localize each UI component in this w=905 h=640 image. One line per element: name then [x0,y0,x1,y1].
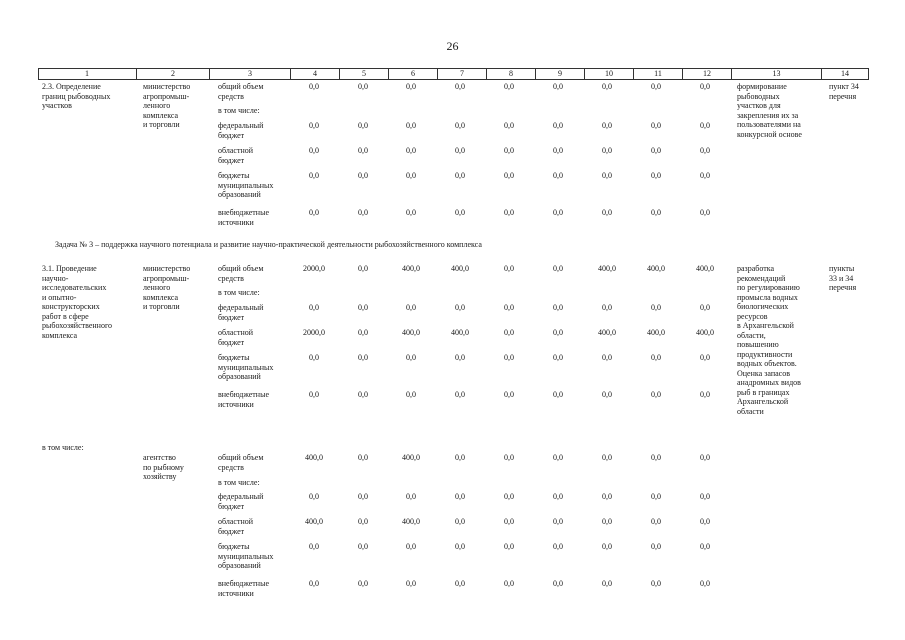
executor-name: комплекса [143,292,179,302]
funding-value: 400,0 [647,328,665,337]
funding-value: 400,0 [402,517,420,526]
funding-source-label: бюджет [218,501,245,511]
funding-source-label: в том числе: [218,478,260,487]
funding-value: 0,0 [602,492,612,501]
funding-value: 400,0 [305,517,323,526]
funding-value: 0,0 [700,353,710,362]
funding-value: 400,0 [451,328,469,337]
funding-value: 0,0 [358,453,368,462]
funding-value: 0,0 [406,121,416,130]
funding-value: 0,0 [309,82,319,91]
funding-value: 0,0 [553,171,563,180]
funding-value: 0,0 [651,453,661,462]
funding-value: 0,0 [455,303,465,312]
funding-source-label: бюджет [218,526,245,536]
funding-value: 0,0 [651,492,661,501]
funding-value: 0,0 [700,492,710,501]
task-3-heading: Задача № 3 – поддержка научного потенциала и развитие научно-практической деятельности рыбохозяйственного комплекса [55,240,482,249]
funding-value: 0,0 [553,492,563,501]
funding-source-label: федеральный [218,303,264,312]
funding-source-label: образований [218,372,261,381]
funding-value: 0,0 [602,303,612,312]
funding-source-label: в том числе: [218,288,260,297]
funding-value: 0,0 [406,542,416,551]
header-col-7: 7 [437,69,486,79]
funding-value: 0,0 [602,579,612,588]
funding-value: 0,0 [309,492,319,501]
funding-value: 0,0 [406,82,416,91]
funding-value: 0,0 [553,453,563,462]
funding-value: 0,0 [504,542,514,551]
funding-value: 0,0 [553,208,563,217]
funding-value: 0,0 [553,146,563,155]
expected-result: промысла водных [737,292,798,302]
expected-result: биологических [737,302,789,311]
funding-source-label: средств [218,91,244,101]
funding-value: 0,0 [504,208,514,217]
funding-value: 0,0 [309,303,319,312]
expected-result: рыб в границах [737,387,790,397]
funding-value: 0,0 [602,353,612,362]
funding-value: 0,0 [504,517,514,526]
executor-name: комплекса [143,110,179,120]
funding-value: 0,0 [406,208,416,217]
funding-source-label: бюджеты [218,353,250,362]
funding-value: 0,0 [406,146,416,155]
funding-value: 0,0 [553,579,563,588]
funding-source-label: муниципальных [218,551,274,561]
event-name: научно- [42,273,69,283]
expected-result: повышению [737,340,779,349]
funding-source-label: образований [218,190,261,199]
funding-value: 0,0 [358,208,368,217]
funding-source-label: источники [218,588,254,598]
funding-source-label: федеральный [218,121,264,130]
funding-source-label: областной [218,146,254,155]
funding-value: 0,0 [504,303,514,312]
funding-value: 0,0 [358,171,368,180]
expected-result: водных объектов. [737,359,797,368]
funding-value: 0,0 [358,82,368,91]
funding-value: 0,0 [700,517,710,526]
funding-value: 0,0 [309,353,319,362]
funding-value: 0,0 [309,542,319,551]
funding-value: 400,0 [598,328,616,337]
funding-value: 0,0 [358,121,368,130]
event-name: границ рыбоводных [42,91,111,101]
event-name: рыбохозяйственного [42,321,113,330]
funding-value: 0,0 [602,517,612,526]
funding-value: 0,0 [700,453,710,462]
funding-value: 0,0 [455,579,465,588]
expected-result: в Архангельской [737,321,794,330]
funding-value: 0,0 [504,328,514,337]
header-col-9: 9 [535,69,584,79]
funding-value: 0,0 [602,171,612,180]
funding-value: 0,0 [553,328,563,337]
funding-source-label: источники [218,217,254,227]
funding-source-label: средств [218,273,244,283]
funding-source-label: бюджет [218,312,245,322]
funding-source-label: внебюджетные [218,390,269,399]
funding-source-label: бюджеты [218,542,250,551]
funding-value: 0,0 [504,82,514,91]
funding-value: 0,0 [406,390,416,399]
expected-result: области [737,406,764,416]
subtotal-label: в том числе: [42,443,84,452]
funding-value: 400,0 [402,453,420,462]
funding-value: 400,0 [696,328,714,337]
executor-name: агропромыш- [143,273,190,283]
funding-value: 0,0 [602,542,612,551]
header-col-13: 13 [731,69,821,79]
executor-name: и торговли [143,120,180,129]
executor-name: ленного [143,101,171,110]
funding-value: 0,0 [309,171,319,180]
funding-value: 0,0 [358,264,368,273]
funding-value: 0,0 [358,390,368,399]
funding-value: 0,0 [455,517,465,526]
funding-value: 0,0 [602,453,612,462]
header-col-5: 5 [339,69,388,79]
executor-name: министерство [143,264,191,273]
funding-value: 0,0 [602,121,612,130]
funding-value: 0,0 [455,82,465,91]
funding-source-label: федеральный [218,492,264,501]
funding-value: 0,0 [700,171,710,180]
funding-source-label: общий объем [218,82,264,91]
header-col-14: 14 [821,69,868,79]
funding-value: 0,0 [553,264,563,273]
expected-result: Оценка запасов [737,368,790,378]
funding-value: 0,0 [309,390,319,399]
funding-value: 0,0 [455,492,465,501]
funding-source-label: общий объем [218,453,264,462]
funding-value: 0,0 [504,453,514,462]
funding-value: 0,0 [504,264,514,273]
funding-value: 0,0 [455,171,465,180]
event-name: участков [42,101,72,110]
funding-value: 0,0 [309,579,319,588]
expected-result: рыбоводных [737,91,780,101]
executor-name: по рыбному [143,462,184,472]
funding-value: 0,0 [553,353,563,362]
funding-value: 0,0 [700,390,710,399]
page-number: 26 [446,39,459,53]
funding-source-label: бюджет [218,337,245,347]
funding-source-label: средств [218,462,244,472]
executor-name: агропромыш- [143,91,190,101]
header-col-10: 10 [584,69,633,79]
funding-value: 0,0 [700,542,710,551]
expected-result: ресурсов [737,311,768,321]
funding-value: 0,0 [700,303,710,312]
funding-value: 0,0 [504,492,514,501]
funding-source-label: областной [218,328,254,337]
funding-value: 0,0 [553,303,563,312]
executor-name: и торговли [143,302,180,311]
funding-value: 0,0 [455,208,465,217]
expected-result: области, [737,330,766,340]
header-col-11: 11 [633,69,682,79]
executor-name: ленного [143,283,171,292]
funding-value: 400,0 [402,328,420,337]
event-name: 3.1. Проведение [42,264,97,273]
event-name: и опытно- [42,292,77,302]
funding-value: 0,0 [358,328,368,337]
funding-value: 0,0 [455,390,465,399]
funding-value: 0,0 [553,542,563,551]
funding-value: 0,0 [309,208,319,217]
header-col-2: 2 [136,69,209,79]
expected-result: продуктивности [737,349,793,359]
funding-value: 0,0 [358,492,368,501]
event-name: 2.3. Определение [42,82,101,91]
funding-value: 0,0 [700,121,710,130]
funding-value: 0,0 [602,82,612,91]
funding-value: 0,0 [700,82,710,91]
funding-source-label: общий объем [218,264,264,273]
funding-value: 2000,0 [303,264,325,273]
funding-value: 0,0 [358,303,368,312]
header-col-6: 6 [388,69,437,79]
funding-value: 0,0 [455,453,465,462]
funding-value: 0,0 [651,303,661,312]
funding-value: 0,0 [504,390,514,399]
expected-result: по регулированию [737,283,800,292]
expected-result: Архангельской [737,397,789,406]
funding-value: 0,0 [358,146,368,155]
expected-result: формирование [737,82,787,91]
funding-source-label: образований [218,561,261,570]
header-col-8: 8 [486,69,535,79]
funding-value: 0,0 [651,82,661,91]
funding-value: 0,0 [406,492,416,501]
executor-name: хозяйству [143,472,177,481]
executor-name: агентство [143,453,176,462]
funding-value: 0,0 [358,542,368,551]
reference-point: пункт 34 [829,82,859,91]
header-col-4: 4 [290,69,339,79]
funding-source-label: областной [218,517,254,526]
expected-result: рекомендаций [737,273,786,283]
reference-point: перечня [829,91,857,101]
funding-value: 400,0 [305,453,323,462]
funding-source-label: муниципальных [218,180,274,190]
funding-source-label: внебюджетные [218,208,269,217]
funding-value: 0,0 [700,579,710,588]
funding-value: 0,0 [406,171,416,180]
event-name: исследовательских [42,283,107,292]
funding-value: 0,0 [651,208,661,217]
funding-value: 0,0 [553,121,563,130]
reference-point: перечня [829,283,857,292]
expected-result: конкурсной основе [737,129,802,139]
funding-value: 400,0 [696,264,714,273]
funding-value: 0,0 [504,146,514,155]
funding-value: 0,0 [602,390,612,399]
funding-source-label: бюджет [218,130,245,140]
funding-value: 0,0 [309,146,319,155]
funding-source-label: в том числе: [218,106,260,115]
executor-name: министерство [143,82,191,91]
funding-value: 0,0 [651,171,661,180]
event-name: работ в сфере [42,311,89,321]
funding-value: 0,0 [700,146,710,155]
funding-value: 0,0 [651,353,661,362]
funding-value: 0,0 [651,390,661,399]
funding-source-label: внебюджетные [218,579,269,588]
funding-value: 0,0 [553,82,563,91]
funding-value: 400,0 [647,264,665,273]
funding-source-label: бюджет [218,155,245,165]
funding-source-label: источники [218,399,254,409]
header-col-12: 12 [682,69,731,79]
funding-value: 0,0 [358,517,368,526]
table-header-row [38,68,869,80]
funding-value: 0,0 [309,121,319,130]
funding-value: 0,0 [358,579,368,588]
funding-value: 2000,0 [303,328,325,337]
funding-value: 400,0 [598,264,616,273]
funding-value: 0,0 [553,390,563,399]
funding-value: 0,0 [651,579,661,588]
funding-value: 0,0 [602,146,612,155]
reference-point: 33 и 34 [829,273,854,283]
funding-value: 0,0 [358,353,368,362]
funding-value: 0,0 [504,171,514,180]
funding-source-label: бюджеты [218,171,250,180]
event-name: конструкторских [42,302,100,311]
expected-result: участков для [737,101,781,110]
funding-value: 0,0 [553,517,563,526]
expected-result: пользователями на [737,120,801,129]
funding-value: 0,0 [406,353,416,362]
header-col-3: 3 [209,69,290,79]
funding-value: 400,0 [451,264,469,273]
funding-value: 0,0 [504,121,514,130]
funding-value: 400,0 [402,264,420,273]
event-name: комплекса [42,330,78,340]
funding-source-label: муниципальных [218,362,274,372]
reference-point: пункты [829,264,855,273]
funding-value: 0,0 [455,146,465,155]
funding-value: 0,0 [504,353,514,362]
funding-value: 0,0 [700,208,710,217]
header-col-1: 1 [85,69,89,78]
funding-value: 0,0 [406,579,416,588]
expected-result: разработка [737,264,775,273]
funding-value: 0,0 [504,579,514,588]
expected-result: анадромных видов [737,378,801,387]
funding-value: 0,0 [651,542,661,551]
expected-result: закрепления их за [737,110,799,120]
funding-value: 0,0 [455,353,465,362]
funding-value: 0,0 [602,208,612,217]
funding-value: 0,0 [455,542,465,551]
funding-value: 0,0 [455,121,465,130]
funding-value: 0,0 [651,517,661,526]
funding-value: 0,0 [651,146,661,155]
funding-value: 0,0 [651,121,661,130]
funding-value: 0,0 [406,303,416,312]
